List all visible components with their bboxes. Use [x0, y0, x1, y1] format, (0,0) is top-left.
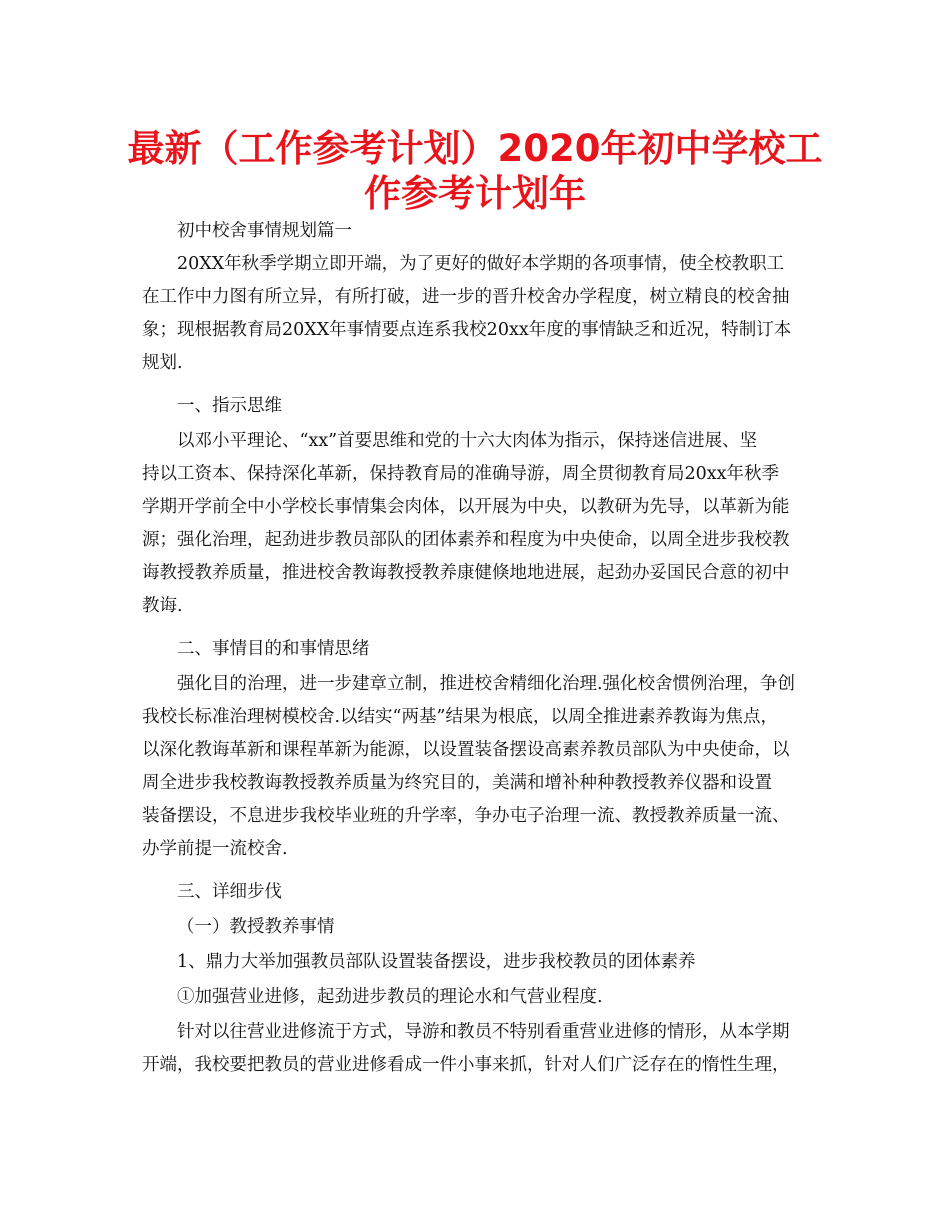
- paragraph-line: 源；强化治理，起劲进步教员部队的团体素养和程度为中央使命，以周全进步我校教: [142, 530, 790, 550]
- section-heading: 一、指示思维: [177, 396, 282, 416]
- section-heading: 初中校舍事情规划篇一: [177, 221, 352, 241]
- paragraph-line: 强化目的治理，进一步建章立制，推进校舍精细化治理.强化校舍惯例治理，争创: [177, 674, 796, 694]
- paragraph-line: 以邓小平理论、“xx”首要思维和党的十六大肉体为指示，保持迷信进展、坚: [177, 431, 758, 451]
- paragraph-line: 学期开学前全中小学校长事情集会肉体，以开展为中央，以教研为先导，以革新为能: [142, 497, 790, 517]
- paragraph-line: 象；现根据教育局20XX年事情要点连系我校20xx年度的事情缺乏和近况，特制订本: [142, 320, 792, 340]
- paragraph-line: 办学前提一流校舍.: [142, 839, 288, 859]
- section-heading: 三、详细步伐: [177, 882, 282, 902]
- paragraph-line: 教诲.: [142, 596, 183, 616]
- paragraph-line: 周全进步我校教诲教授教养质量为终究目的，美满和增补种种教授教养仪器和设置: [142, 773, 772, 793]
- paragraph-line: 我校长标准治理树模校舍.以结实“两基”结果为根底，以周全推进素养教诲为焦点，: [142, 707, 778, 727]
- paragraph-line: 装备摆设，不息进步我校毕业班的升学率，争办屯子治理一流、教授教养质量一流、: [142, 806, 790, 826]
- subsection-heading: ①加强营业进修，起劲进步教员的理论水和气营业程度.: [177, 987, 603, 1007]
- paragraph-line: 持以工资本、保持深化革新，保持教育局的准确导游，周全贯彻教育局20xx年秋季: [142, 464, 780, 484]
- paragraph-line: 规划.: [142, 353, 183, 373]
- paragraph-line: 针对以往营业进修流于方式，导游和教员不特别看重营业进修的情形，从本学期: [177, 1022, 790, 1042]
- document-title-line-2: 作参考计划年: [364, 172, 586, 215]
- subsection-heading: 1、鼎力大举加强教员部队设置装备摆设，进步我校教员的团体素养: [177, 952, 696, 972]
- document-title-line-1: 最新（工作参考计划）2020年初中学校工: [127, 127, 823, 170]
- paragraph-line: 诲教授教养质量，推进校舍教诲教授教养康健倏地地进展，起劲办妥国民合意的初中: [142, 563, 790, 583]
- paragraph-line: 20XX年秋季学期立即开端，为了更好的做好本学期的各项事情，使全校教职工: [177, 254, 785, 274]
- paragraph-line: 在工作中力图有所立异，有所打破，进一步的晋升校舍办学程度，树立精良的校舍抽: [142, 287, 790, 307]
- subsection-heading: （一）教授教养事情: [177, 917, 335, 937]
- paragraph-line: 开端，我校要把教员的营业进修看成一件小事来抓，针对人们广泛存在的惰性生理，: [142, 1055, 790, 1075]
- paragraph-line: 以深化教诲革新和课程革新为能源，以设置装备摆设高素养教员部队为中央使命，以: [142, 740, 790, 760]
- section-heading: 二、事情目的和事情思绪: [177, 639, 370, 659]
